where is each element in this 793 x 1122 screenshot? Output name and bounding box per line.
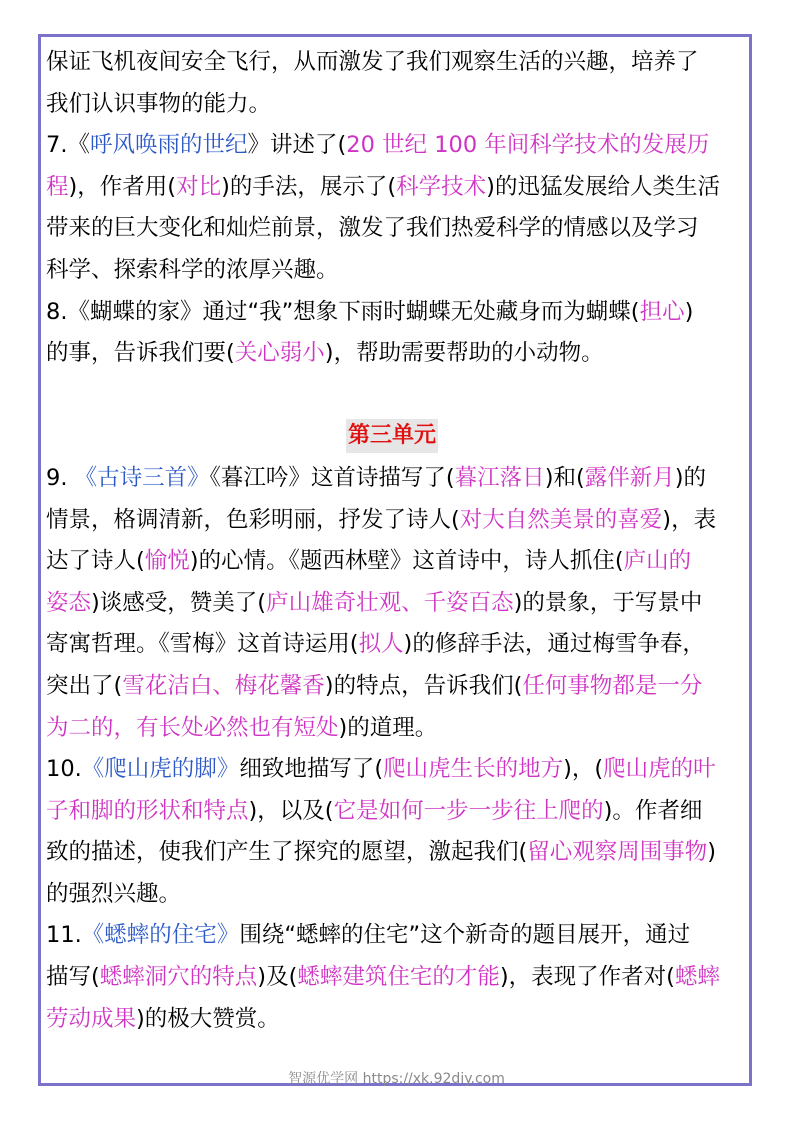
text-segment: )，以及( — [248, 797, 334, 824]
text-segment: )的修辞手法，通过梅雪争春， — [403, 631, 705, 658]
answer-segment: 蟋蟀洞穴的特点 — [99, 964, 258, 991]
text-segment: )的特点，告诉我们( — [324, 672, 523, 699]
answer-segment: 20 世纪 100 年间科学技术的发展历 — [346, 132, 710, 159]
text-segment: 达了诗人( — [46, 548, 145, 575]
answer-segment: 姿态 — [46, 589, 92, 616]
answer-segment: 蟋蟀 — [674, 964, 720, 991]
text-segment: )的迅猛发展给人类生活 — [486, 173, 720, 200]
answer-segment: 它是如何一步一步往上爬的 — [333, 797, 604, 824]
answer-segment: 暮江落日 — [454, 464, 545, 491]
title-segment: 《爬山虎的脚》 — [81, 756, 240, 783]
text-line — [46, 458, 751, 500]
text-segment: )。作者细 — [603, 797, 703, 824]
text-segment: 9. — [46, 464, 75, 491]
text-segment: ) — [707, 839, 717, 866]
text-segment: 保证飞机夜间安全飞行，从而激发了我们观察生活的兴趣，培养了 — [46, 49, 699, 75]
text-line — [46, 624, 751, 666]
title-segment: 《蟋蟀的住宅》 — [81, 922, 240, 949]
text-line — [46, 42, 751, 84]
text-segment: )的道理。 — [338, 714, 438, 741]
text-segment: )，表 — [662, 506, 717, 533]
text-segment: )的手法，展示了( — [221, 173, 397, 200]
answer-segment: 劳动成果 — [46, 1005, 137, 1032]
text-segment: 寄寓哲理。《雪梅》这首诗运用( — [46, 631, 359, 658]
answer-segment: 担心 — [639, 298, 685, 325]
text-segment: 的事，告诉我们要( — [46, 340, 235, 367]
text-line — [46, 250, 751, 292]
text-line — [46, 583, 751, 625]
text-segment: )，( — [563, 756, 604, 783]
answer-segment: 对比 — [176, 173, 222, 200]
text-line — [46, 167, 751, 209]
text-line — [46, 749, 751, 791]
text-segment: )，作者用( — [68, 173, 177, 200]
text-segment: 带来的巨大变化和灿烂前景，激发了我们热爱科学的情感以及学习 — [46, 215, 699, 242]
text-line — [46, 832, 751, 874]
text-line — [46, 915, 751, 957]
answer-segment: 对大自然美景的喜爱 — [459, 506, 663, 533]
answer-segment: 程 — [46, 173, 69, 200]
answer-segment: 庐山雄奇壮观、千姿百态 — [266, 589, 514, 616]
text-line — [46, 84, 751, 126]
paragraphs-unit-3 — [46, 458, 751, 1040]
text-segment: 突出了( — [46, 672, 123, 699]
text-line — [46, 125, 751, 167]
answer-segment: 科学技术 — [396, 173, 487, 200]
text-segment: 10. — [46, 756, 82, 783]
answer-segment: 为二的，有长处必然也有短处 — [46, 714, 339, 741]
text-segment: )，帮助需要帮助的小动物。 — [324, 340, 604, 367]
answer-segment: 愉悦 — [144, 548, 190, 575]
document-body — [46, 42, 751, 1040]
answer-segment: 留心观察周围事物 — [527, 839, 708, 866]
answer-segment: 任何事物都是一分 — [522, 672, 703, 699]
answer-segment: 露伴新月 — [584, 464, 675, 491]
answer-segment: 拟人 — [358, 631, 404, 658]
text-line — [46, 208, 751, 250]
text-line — [46, 999, 751, 1041]
text-line — [46, 333, 751, 375]
text-segment: 致的描述，使我们产生了探究的愿望，激起我们( — [46, 839, 528, 866]
answer-segment: 雪花洁白、梅花馨香 — [122, 672, 325, 699]
text-segment: 》讲述了( — [247, 132, 347, 159]
text-line — [46, 708, 751, 750]
answer-segment: 庐山的 — [623, 548, 692, 575]
text-segment: )谈感受，赞美了( — [91, 589, 267, 616]
text-line — [46, 541, 751, 583]
title-segment: 呼风唤雨的世纪 — [89, 132, 248, 159]
text-segment: )，表现了作者对( — [499, 964, 675, 991]
text-segment: )的 — [674, 464, 707, 491]
section-heading-row — [46, 375, 751, 458]
text-segment: 11. — [46, 922, 82, 949]
text-segment: )及( — [257, 964, 298, 991]
text-segment: )的心情。《题西林壁》这首诗中，诗人抓住( — [189, 548, 624, 575]
text-segment: 8.《蝴蝶的家》通过“我”想象下雨时蝴蝶无处藏身而为蝴蝶( — [46, 298, 640, 325]
text-segment: ) — [684, 298, 694, 325]
text-segment: )的景象，于写景中 — [513, 589, 703, 616]
text-segment: 7.《 — [46, 132, 90, 159]
text-segment: 围绕“蟋蟀的住宅”这个新奇的题目展开，通过 — [239, 922, 691, 949]
answer-segment: 蟋蟀建筑住宅的才能 — [297, 964, 500, 991]
text-line — [46, 666, 751, 708]
text-segment: 《暮江吟》这首诗描写了( — [209, 464, 455, 491]
text-segment: 我们认识事物的能力。 — [46, 90, 272, 117]
text-line — [46, 874, 751, 916]
text-segment: )和( — [544, 464, 585, 491]
text-segment: 情景，格调清新，色彩明丽，抒发了诗人( — [46, 506, 460, 533]
text-segment: 描写( — [46, 964, 100, 991]
text-segment: 的强烈兴趣。 — [46, 880, 182, 907]
text-line — [46, 957, 751, 999]
answer-segment: 爬山虎的叶 — [603, 756, 716, 783]
section-heading: 第三单元 — [346, 419, 438, 453]
title-segment: 《古诗三首》 — [74, 464, 210, 491]
answer-segment: 关心弱小 — [234, 340, 325, 367]
text-segment: 细致地描写了( — [239, 756, 384, 783]
text-segment: 科学、探索科学的浓厚兴趣。 — [46, 256, 339, 283]
text-line — [46, 500, 751, 542]
answer-segment: 子和脚的形状和特点 — [46, 797, 249, 824]
text-line — [46, 292, 751, 334]
answer-segment: 爬山虎生长的地方 — [383, 756, 564, 783]
footer-watermark: 智源优学网 https://xk.92diy.com — [288, 1071, 505, 1087]
text-line — [46, 791, 751, 833]
paragraphs-unit-2 — [46, 42, 751, 375]
text-segment: )的极大赞赏。 — [136, 1005, 280, 1032]
